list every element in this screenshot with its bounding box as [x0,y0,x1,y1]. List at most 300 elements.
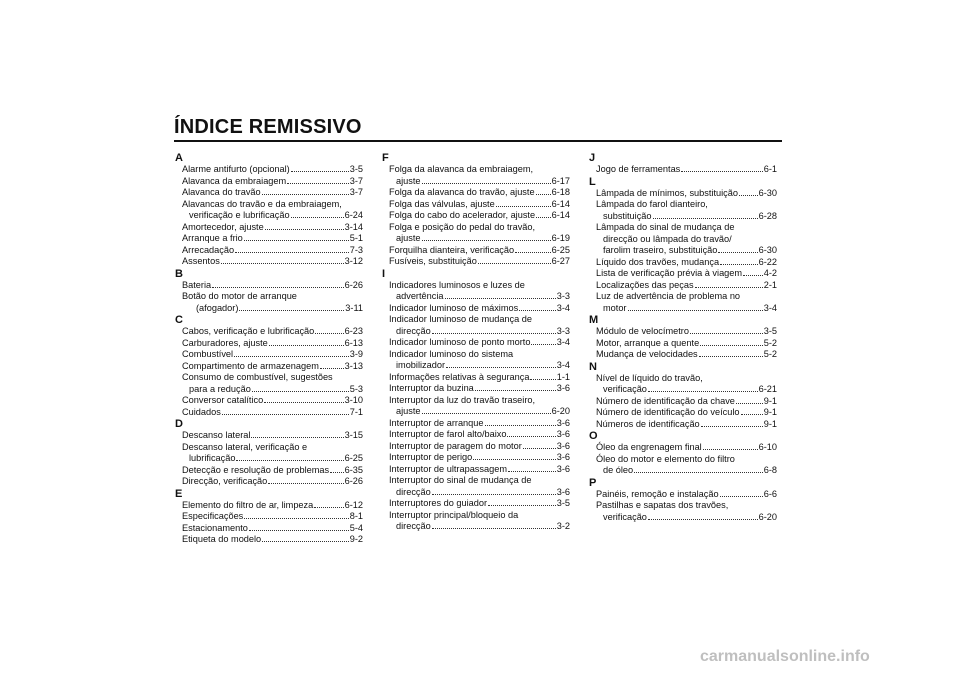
page-reference: 3-7 [349,187,363,197]
dot-leader [703,442,758,450]
index-entry [175,245,363,257]
index-entry [382,199,570,211]
index-entry [382,256,570,268]
dot-leader [252,384,349,392]
index-entry [175,222,363,234]
page-reference: 3-4 [763,302,777,313]
index-entry-text: Conversor catalítico [182,395,264,405]
index-entry-text: Óleo da engrenagem final [596,442,702,452]
page-reference: 6-12 [344,499,363,510]
page-reference: 3-14 [344,221,363,232]
dot-leader [432,521,556,529]
dot-leader [653,211,758,219]
index-entry-continued [589,373,777,385]
index-entry [382,441,570,453]
index-entry-text: Interruptor de ultrapassagem [389,463,507,474]
index-entry [589,280,777,292]
index-entry-text: Descanso lateral [182,430,251,440]
index-entry-text: Alavanca do travão [182,187,261,197]
index-entry [382,187,570,199]
index-entry [175,453,363,465]
index-entry [175,384,363,396]
page-reference: 6-1 [763,164,777,174]
index-entry [589,512,777,524]
dot-leader [264,395,343,403]
index-entry-text: Indicador luminoso de mudança de [389,314,533,324]
page-reference: 3-5 [556,498,570,508]
page-reference: 8-1 [349,511,363,521]
index-entry [175,164,363,176]
index-entry-text: Especificações [182,511,244,521]
index-entry [175,256,363,268]
index-entry-text: imobilizador [396,360,446,370]
page-reference: 3-3 [556,325,570,336]
index-entry [175,326,363,338]
index-entry-text: Painéis, remoção e instalação [596,488,719,499]
index-entry [589,338,777,350]
dot-leader [330,465,344,473]
dot-leader [244,233,349,241]
index-entry [175,534,363,546]
page-reference: 6-19 [551,233,570,243]
index-entry [175,210,363,222]
dot-leader [485,418,556,426]
page-reference: 5-2 [763,349,777,359]
page-reference: 3-7 [349,175,363,186]
dot-leader [743,268,763,276]
index-entry [589,245,777,257]
index-entry-text: Alavancas do travão e da embraiagem, [182,198,342,209]
dot-leader [262,534,349,542]
index-entry-text: Informações relativas à segurança [389,371,530,382]
page-reference: 1-1 [556,371,570,382]
index-entry [382,245,570,257]
index-entry-continued [589,500,777,512]
index-entry [175,500,363,512]
page-reference: 9-2 [349,534,363,544]
dot-leader [314,500,343,508]
dot-leader [320,361,344,369]
dot-leader [699,349,763,357]
title-rule [174,140,782,142]
dot-leader [690,326,763,334]
dot-leader [251,430,343,438]
page-reference: 3-11 [345,302,363,313]
page-reference: 5-1 [349,233,363,243]
index-entry-text: Combustível [182,349,234,359]
page-reference: 6-20 [758,511,777,522]
page-reference: 6-26 [344,279,363,290]
dot-leader [736,396,763,404]
index-entry-text: Direcção, verificação [182,476,268,486]
page-reference: 3-5 [763,326,777,336]
index-entry-text: Assentos [182,256,220,266]
index-entry-text: Indicador luminoso de máximos [389,302,519,313]
index-entry-text: Amortecedor, ajuste [182,221,264,232]
dot-leader [508,464,556,472]
index-entry-continued [382,349,570,361]
index-entry-text: Carburadores, ajuste [182,337,268,348]
index-entry-text: Óleo do motor e elemento do filtro [596,453,735,464]
index-letter-heading: C [175,314,183,326]
index-entry-text: Etiqueta do modelo [182,534,262,544]
index-entry [175,465,363,477]
index-entry-text: Indicador luminoso do sistema [389,348,514,359]
dot-leader [212,280,343,288]
index-entry-text: Nível de líquido do travão, [596,372,703,383]
page-reference: 6-13 [344,337,363,348]
index-entry [589,349,777,361]
index-entry [382,326,570,338]
page-reference: 3-2 [556,521,570,531]
index-entry-text: Jogo de ferramentas [596,164,681,174]
index-entry [382,521,570,533]
dot-leader [262,187,349,195]
index-entry-text: Interruptor principal/bloqueio da [389,509,519,520]
index-entry [382,452,570,464]
index-entry-text: ajuste [396,406,421,416]
index-entry-text: Módulo de velocímetro [596,326,689,336]
dot-leader [432,326,556,334]
index-entry-continued [589,199,777,211]
index-entry [382,383,570,395]
page-reference: 3-6 [556,486,570,497]
page-reference: 9-1 [763,407,777,417]
index-entry-text: Alarme antifurto (opcional) [182,164,290,174]
index-entry-text: Descanso lateral, verificação e [182,441,308,452]
page-reference: 6-8 [763,465,777,475]
index-letter-heading: J [589,152,596,164]
index-entry [175,523,363,535]
page-reference: 3-6 [556,440,570,451]
page-reference: 3-5 [349,164,363,174]
index-entry-text: Interruptor de farol alto/baixo [389,429,507,439]
page-reference: 6-23 [344,326,363,336]
dot-leader [515,245,550,253]
page-reference: 5-3 [349,383,363,394]
page-reference: 6-30 [758,187,777,198]
dot-leader [720,257,758,265]
index-entry [175,280,363,292]
index-entry-text: direcção [396,521,431,531]
index-entry [175,233,363,245]
page-reference: 3-13 [344,360,363,371]
index-entry [175,407,363,419]
index-entry-text: Lâmpada do sinal de mudança de [596,222,735,232]
index-entry-text: motor [603,302,627,313]
index-entry [589,384,777,396]
index-entry-text: Arrecadação [182,244,235,255]
index-entry-text: Números de identificação [596,418,700,429]
dot-leader [700,338,763,346]
dot-leader [536,210,551,218]
index-column-1 [175,152,363,546]
page-reference: 3-6 [556,429,570,439]
index-entry-continued [382,164,570,176]
dot-leader [249,523,349,531]
index-entry-text: Detecção e resolução de problemas [182,464,330,475]
watermark: carmanualsonline.info [700,648,870,665]
index-entry-text: Cuidados [182,406,221,417]
index-entry-text: verificação [603,511,647,522]
index-entry-text: (afogador) [196,302,239,313]
index-entry-text: para a redução [189,383,251,394]
index-entry [589,442,777,454]
index-letter-heading: E [175,487,183,500]
index-entry-continued [382,314,570,326]
index-entry-continued [589,454,777,466]
index-entry-text: Consumo de combustível, sugestões [182,372,333,382]
dot-leader [268,476,343,484]
dot-leader [478,256,551,264]
index-entry [175,349,363,361]
dot-leader [265,222,344,230]
page-reference: 3-6 [556,463,570,474]
page-reference: 3-9 [349,349,363,359]
index-entry-text: Folga da alavanca da embraiagem, [389,164,534,174]
index-entry [175,511,363,523]
index-entry-text: Botão do motor de arranque [182,291,297,301]
index-entry [175,338,363,350]
page-reference: 6-18 [551,187,570,197]
page-reference: 3-6 [556,383,570,393]
index-entry [175,395,363,407]
index-letter-heading: I [382,267,386,280]
index-entry-text: substituição [603,210,652,221]
page-reference: 3-15 [344,430,363,440]
index-letter-heading: D [175,418,183,430]
index-entry-text: Número de identificação do veículo [596,407,740,417]
page-reference: 6-6 [763,488,777,499]
dot-leader [536,187,551,195]
page-reference: 3-6 [556,452,570,462]
index-entry-text: Luz de advertência de problema no [596,291,741,301]
page-reference: 7-3 [349,244,363,255]
index-entry [382,372,570,384]
index-entry-text: advertência [396,291,444,301]
dot-leader [244,511,348,519]
dot-leader [720,489,763,497]
page-title: ÍNDICE REMISSIVO [174,116,362,138]
index-entry [382,291,570,303]
dot-leader [628,303,763,311]
page-reference: 6-30 [758,245,777,255]
index-entry-text: Alavanca da embraiagem [182,175,287,186]
index-entry [175,430,363,442]
dot-leader [741,407,763,415]
page-reference: 6-27 [551,256,570,266]
index-entry-continued [175,291,363,303]
index-entry-text: Forquilha dianteira, verificação [389,244,515,255]
index-entry [175,476,363,488]
index-entry-text: Lâmpada de mínimos, substituição [596,187,738,198]
index-entry-text: Mudança de velocidades [596,349,698,359]
dot-leader [239,303,344,311]
page-reference: 6-22 [758,256,777,267]
index-entry-text: Lâmpada do farol dianteiro, [596,199,708,209]
dot-leader [269,338,344,346]
index-entry-text: Localizações das peças [596,279,694,290]
index-entry-text: direcção [396,325,431,336]
page-reference: 3-4 [556,302,570,313]
index-entry [175,361,363,373]
dot-leader [222,407,349,415]
index-entry-text: ajuste [396,233,421,243]
index-entry [382,418,570,430]
index-entry [589,396,777,408]
index-entry [382,360,570,372]
index-entry-text: Folga do cabo do acelerador, ajuste [389,210,536,220]
index-entry [382,233,570,245]
index-entry [382,210,570,222]
page-reference: 3-6 [556,417,570,428]
index-entry-text: verificação [603,384,647,394]
index-entry-continued [382,510,570,522]
index-entry [382,429,570,441]
index-entry-text: Compartimento de armazenagem [182,360,319,371]
dot-leader [291,164,349,172]
page-reference: 9-1 [763,418,777,429]
dot-leader [221,256,344,264]
index-entry-text: Interruptor de arranque [389,417,484,428]
index-entry-continued [382,222,570,234]
dot-leader [422,176,551,184]
index-entry [175,187,363,199]
dot-leader [634,465,763,473]
index-entry-text: verificação e lubrificação [189,210,290,220]
index-entry-text: lubrificação [189,453,236,463]
index-entry-continued [382,395,570,407]
dot-leader [422,406,551,414]
index-entry-text: Interruptor de paragem do motor [389,440,522,451]
index-entry-text: Fusíveis, substituição [389,256,477,266]
index-entry [382,176,570,188]
page-reference: 3-12 [344,256,363,266]
dot-leader [446,360,556,368]
dot-leader [422,233,551,241]
index-entry [589,489,777,501]
index-entry-continued [382,475,570,487]
index-entry-text: direcção ou lâmpada do travão/ [603,233,732,244]
page-reference: 6-28 [758,210,777,221]
page-reference: 6-14 [551,210,570,220]
index-entry-continued [589,222,777,234]
index-entry-text: Lista de verificação prévia à viagem [596,268,743,278]
index-entry-continued [175,442,363,454]
index-entry-text: Elemento do filtro de ar, limpeza [182,499,314,510]
dot-leader [718,245,757,253]
page-reference: 6-20 [551,406,570,416]
page-reference: 6-26 [344,476,363,486]
dot-leader [235,245,349,253]
index-entry [589,303,777,315]
dot-leader [701,419,763,427]
index-entry-text: Interruptor do sinal de mudança de [389,475,532,485]
page-reference: 6-10 [758,442,777,452]
index-entry-text: Número de identificação da chave [596,395,735,406]
page-reference: 6-25 [551,244,570,255]
index-entry [589,465,777,477]
dot-leader [315,326,343,334]
page-reference: 9-1 [763,395,777,406]
index-entry [382,406,570,418]
index-entry [175,303,363,315]
index-entry-text: Motor, arranque a quente [596,337,700,348]
index-entry-text: Estacionamento [182,522,248,533]
index-entry [589,211,777,223]
page-reference: 3-4 [556,360,570,370]
page-reference: 6-24 [344,210,363,220]
page-reference: 6-21 [758,384,777,394]
dot-leader [475,383,556,391]
page-reference: 6-25 [344,453,363,463]
index-entry [382,487,570,499]
index-entry-text: ajuste [396,175,421,186]
index-letter-heading: P [589,476,597,489]
index-letter-heading: M [589,314,599,326]
index-entry-continued [589,291,777,303]
page-reference: 4-2 [763,268,777,278]
index-entry [382,464,570,476]
dot-leader [530,372,555,380]
index-entry-text: Pastilhas e sapatas dos travões, [596,500,729,510]
index-letter-heading: B [175,267,183,280]
index-entry [589,268,777,280]
dot-leader [287,176,349,184]
index-entry [589,407,777,419]
index-letter-heading: O [589,430,598,442]
index-entry-text: de óleo [603,465,634,475]
index-entry-continued [382,280,570,292]
dot-leader [291,210,344,218]
dot-leader [445,291,556,299]
index-entry-text: Folga da alavanca do travão, ajuste [389,187,535,197]
index-entry-continued [175,199,363,211]
index-entry-continued [175,372,363,384]
index-column-3 [589,152,777,523]
index-entry-continued [589,234,777,246]
page-reference: 5-2 [763,337,777,348]
index-entry-text: Interruptor da luz do travão traseiro, [389,394,536,405]
dot-leader [739,188,758,196]
index-letter-heading: N [589,360,597,373]
dot-leader [531,337,555,345]
dot-leader [488,498,556,506]
index-entry-text: Cabos, verificação e lubrificação [182,326,315,336]
index-entry-text: Interruptor da buzina [389,383,474,393]
dot-leader [695,280,763,288]
page-reference: 6-35 [344,464,363,475]
index-entry [382,498,570,510]
page-reference: 6-17 [551,175,570,186]
page-reference: 2-1 [763,279,777,290]
index-entry-text: direcção [396,486,431,497]
index-entry [382,303,570,315]
index-column-2 [382,152,570,533]
index-entry-text: Interruptor de perigo [389,452,473,462]
dot-leader [496,199,551,207]
dot-leader [519,303,556,311]
page-reference: 6-14 [551,198,570,209]
dot-leader [236,453,343,461]
index-entry [382,337,570,349]
dot-leader [648,512,758,520]
dot-leader [473,452,555,460]
index-entry-text: Folga e posição do pedal do travão, [389,221,536,232]
index-entry-text: Líquido dos travões, mudança [596,256,720,267]
index-entry [589,419,777,431]
index-entry [589,164,777,176]
